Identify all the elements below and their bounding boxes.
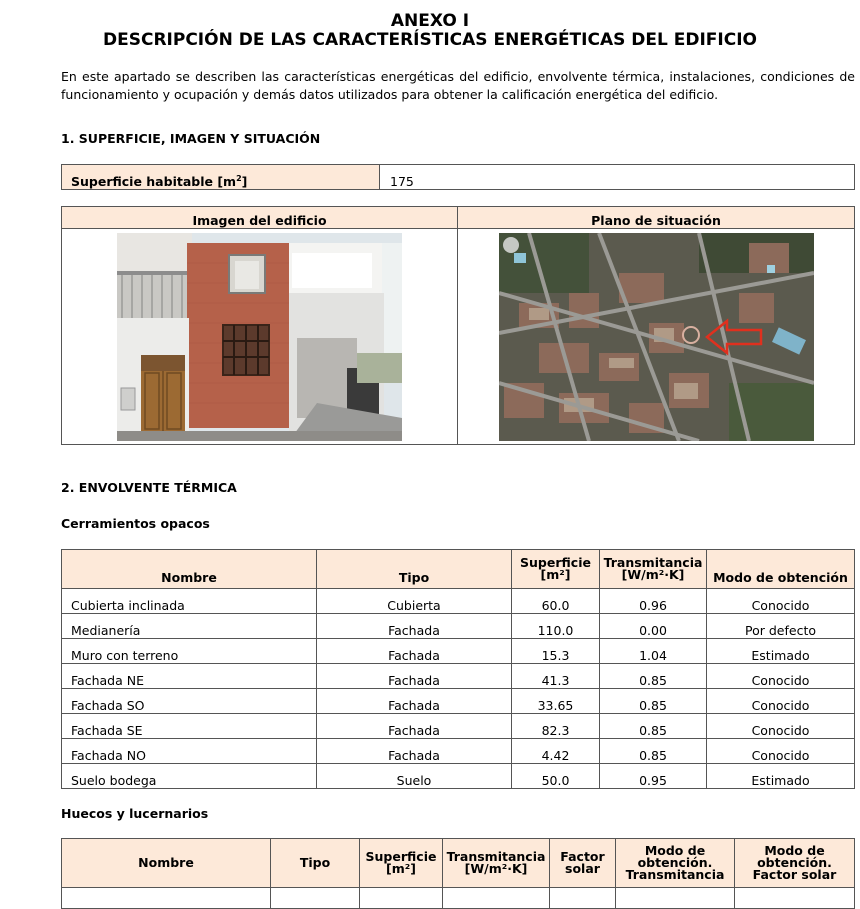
cell-transmitancia: 0.85: [600, 739, 707, 764]
holes-row-cell: [271, 888, 360, 909]
col-tipo: Tipo: [317, 550, 512, 589]
holes-subtitle: Huecos y lucernarios: [61, 806, 209, 821]
annex-title: ANEXO I: [390, 11, 470, 31]
cell-superficie: 82.3: [512, 714, 600, 739]
cell-tipo: Cubierta: [317, 589, 512, 614]
section-1-title: 1. SUPERFICIE, IMAGEN Y SITUACIÓN: [61, 131, 321, 146]
cell-tipo: Fachada: [317, 664, 512, 689]
intro-paragraph: En este apartado se describen las características energéticas del edificio, envolvente térmica, instalaciones, condiciones de funcionamiento y ocupación y demás datos utilizados para obtener la calificación energética del edificio.: [61, 69, 855, 102]
holes-col-modo-factor: Modo de obtención. Factor solar: [735, 839, 855, 888]
cell-superficie: 41.3: [512, 664, 600, 689]
table-row: [62, 714, 855, 739]
opaque-subtitle: Cerramientos opacos: [61, 516, 210, 531]
cell-nombre: Fachada NO: [62, 739, 317, 764]
holes-col-tipo: Tipo: [271, 839, 360, 888]
cell-transmitancia: 0.85: [600, 689, 707, 714]
cell-superficie: 4.42: [512, 739, 600, 764]
cell-modo: Conocido: [707, 739, 855, 764]
cell-transmitancia: 0.85: [600, 714, 707, 739]
opaque-table: [61, 549, 855, 789]
table-row: [62, 589, 855, 614]
building-photo: [117, 233, 402, 441]
cell-modo: Conocido: [707, 689, 855, 714]
holes-row-cell: [616, 888, 735, 909]
holes-row-cell: [443, 888, 550, 909]
cell-modo: Por defecto: [707, 614, 855, 639]
section-2-title: 2. ENVOLVENTE TÉRMICA: [61, 480, 237, 495]
surface-table: [61, 164, 855, 190]
cell-superficie: 60.0: [512, 589, 600, 614]
cell-transmitancia: 0.85: [600, 664, 707, 689]
col-modo: Modo de obtención: [707, 550, 855, 589]
cell-transmitancia: 0.95: [600, 764, 707, 789]
cell-modo: Estimado: [707, 764, 855, 789]
surface-value: 175: [380, 165, 855, 190]
cell-nombre: Fachada SE: [62, 714, 317, 739]
cell-modo: Estimado: [707, 639, 855, 664]
cell-nombre: Fachada SO: [62, 689, 317, 714]
cell-transmitancia: 1.04: [600, 639, 707, 664]
cell-tipo: Fachada: [317, 614, 512, 639]
location-map: [499, 233, 814, 441]
images-table: [61, 206, 855, 445]
cell-nombre: Fachada NE: [62, 664, 317, 689]
col-superficie: Superficie [m²]: [512, 550, 600, 589]
holes-col-transmitancia: Transmitancia [W/m²·K]: [443, 839, 550, 888]
cell-tipo: Suelo: [317, 764, 512, 789]
map-header: Plano de situación: [458, 207, 855, 229]
cell-modo: Conocido: [707, 664, 855, 689]
holes-col-superficie: Superficie [m²]: [360, 839, 443, 888]
table-row: [62, 639, 855, 664]
cell-transmitancia: 0.00: [600, 614, 707, 639]
cell-tipo: Fachada: [317, 714, 512, 739]
cell-transmitancia: 0.96: [600, 589, 707, 614]
image-header: Imagen del edificio: [62, 207, 458, 229]
cell-modo: Conocido: [707, 589, 855, 614]
cell-superficie: 33.65: [512, 689, 600, 714]
holes-col-nombre: Nombre: [62, 839, 271, 888]
cell-nombre: Medianería: [62, 614, 317, 639]
table-row: [62, 664, 855, 689]
holes-col-factor: Factor solar: [550, 839, 616, 888]
table-row: [62, 739, 855, 764]
holes-row-cell: [735, 888, 855, 909]
cell-superficie: 50.0: [512, 764, 600, 789]
location-map-cell: [458, 229, 855, 445]
holes-col-modo-transmitancia: Modo de obtención. Transmitancia: [616, 839, 735, 888]
table-row: [62, 614, 855, 639]
table-row: [62, 764, 855, 789]
cell-nombre: Cubierta inclinada: [62, 589, 317, 614]
cell-nombre: Muro con terreno: [62, 639, 317, 664]
surface-label: Superficie habitable $[m^2]$: [62, 165, 380, 190]
holes-row-cell: [360, 888, 443, 909]
cell-superficie: 15.3: [512, 639, 600, 664]
cell-tipo: Fachada: [317, 639, 512, 664]
col-nombre: Nombre: [62, 550, 317, 589]
document-title: DESCRIPCIÓN DE LAS CARACTERÍSTICAS ENERGÉTICAS DEL EDIFICIO: [103, 30, 757, 50]
cell-superficie: 110.0: [512, 614, 600, 639]
holes-row-cell: [62, 888, 271, 909]
table-row: [62, 689, 855, 714]
cell-tipo: Fachada: [317, 689, 512, 714]
cell-tipo: Fachada: [317, 739, 512, 764]
col-transmitancia: Transmitancia [W/m²·K]: [600, 550, 707, 589]
building-photo-cell: [62, 229, 458, 445]
cell-nombre: Suelo bodega: [62, 764, 317, 789]
cell-modo: Conocido: [707, 714, 855, 739]
holes-table: [61, 838, 855, 909]
holes-row-cell: [550, 888, 616, 909]
